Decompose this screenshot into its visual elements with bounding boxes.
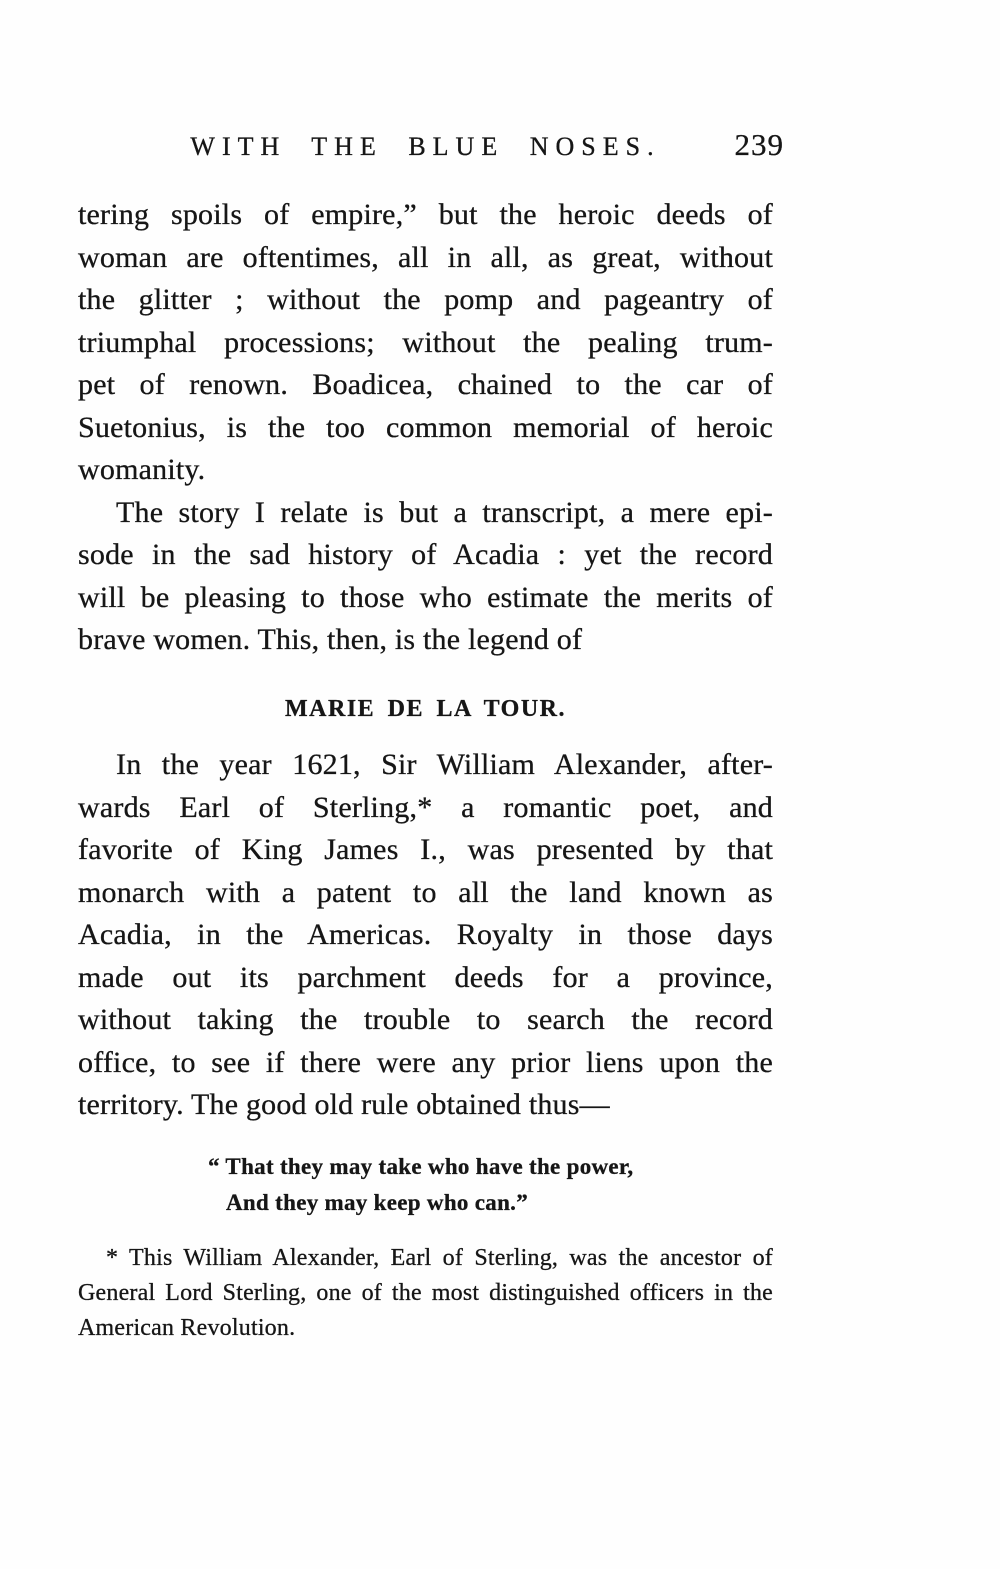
text-line: American Revolution.: [78, 1314, 296, 1341]
text-line: * This William Alexander, Earl of Sterling, was the ancestor of: [106, 1244, 773, 1271]
text-line: sode in the sad history of Acadia : yet the record: [78, 538, 773, 571]
section-heading: MARIE DE LA TOUR.: [285, 695, 566, 722]
verse-quote: [78, 1149, 773, 1221]
text-line: monarch with a patent to all the land known as: [78, 875, 773, 909]
paragraph: [78, 194, 773, 492]
text-line: will be pleasing to those who estimate the merits of: [78, 580, 773, 614]
text-line: The story I relate is but a transcript, a mere epi-: [116, 495, 773, 529]
text-line: triumphal processions; without the pealing trum-: [78, 325, 773, 359]
opening-paragraphs: [78, 194, 773, 662]
text-line: the glitter ; without the pomp and pageantry of: [78, 283, 773, 316]
paragraph: [78, 744, 773, 1127]
text-line: made out its parchment deeds for a province,: [78, 960, 773, 994]
text-line: General Lord Sterling, one of the most distinguished officers in the: [78, 1279, 773, 1306]
text-line: womanity.: [78, 453, 206, 486]
footnote: [78, 1241, 773, 1346]
text-line: Acadia, in the Americas. Royalty in those days: [78, 918, 773, 951]
page-number: 239: [734, 127, 784, 162]
text-line: tering spoils of empire,” but the heroic deeds of: [78, 198, 773, 231]
text-line: brave women. This, then, is the legend of: [78, 623, 583, 656]
text-line: “ That they may take who have the power,: [208, 1153, 634, 1179]
page-body: [78, 194, 773, 1346]
text-line: In the year 1621, Sir William Alexander, after-: [116, 748, 773, 781]
story-paragraphs: [78, 744, 773, 1127]
text-line: territory. The good old rule obtained thus—: [78, 1088, 610, 1121]
text-line: office, to see if there were any prior liens upon the: [78, 1045, 773, 1079]
text-line: And they may keep who can.”: [226, 1189, 529, 1215]
text-line: wards Earl of Sterling,* a romantic poet, and: [78, 790, 773, 824]
paragraph: [78, 492, 773, 662]
text-line: woman are oftentimes, all in all, as great, without: [78, 240, 773, 274]
text-line: without taking the trouble to search the record: [78, 1003, 773, 1036]
text-line: pet of renown. Boadicea, chained to the car of: [78, 368, 773, 401]
text-line: favorite of King James I., was presented by that: [78, 833, 773, 866]
running-header: WITH THE BLUE NOSES.: [190, 132, 661, 161]
text-line: Suetonius, is the too common memorial of heroic: [78, 410, 773, 444]
